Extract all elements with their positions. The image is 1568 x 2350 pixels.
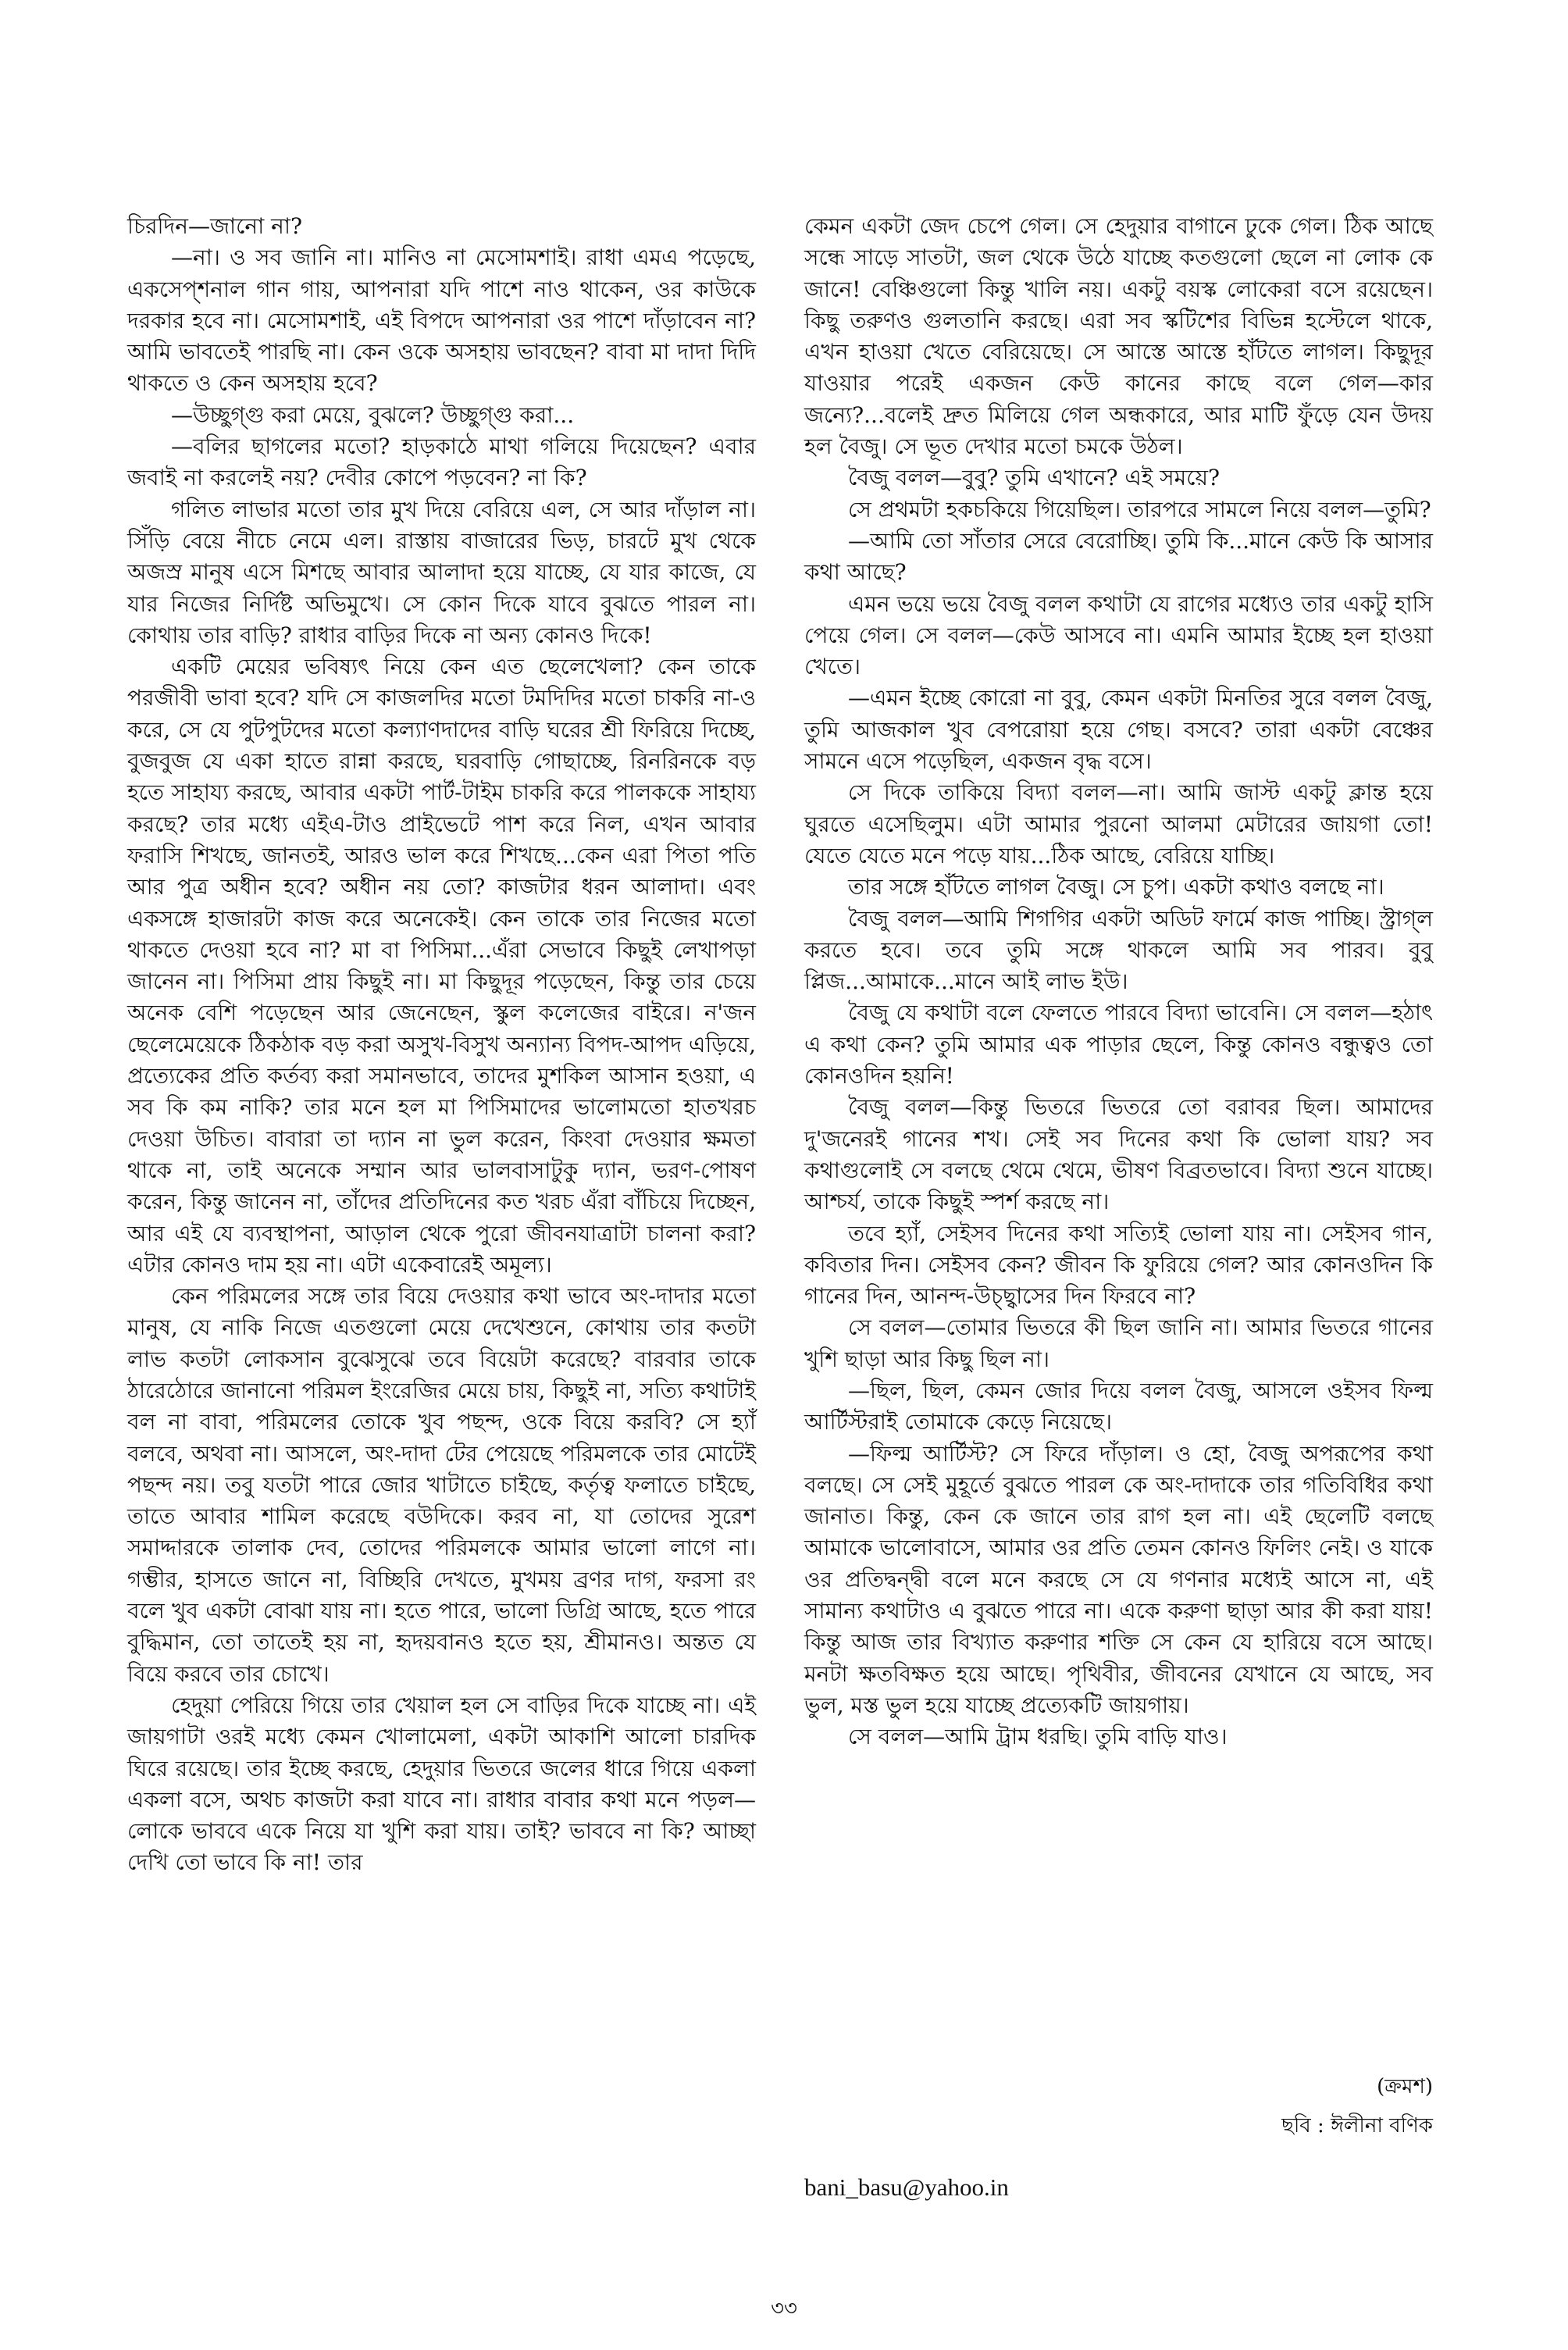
paragraph: —না। ও সব জানি না। মানিও না মেসোমশাই। রাধা এমএ পড়েছে, একসেপ্‌শনাল গান গায়, আপনারা যদি পাশে নাও থাকেন, ওর কাউকে দরকার হবে না। মেসোমশাই, এই বিপদে আপনারা ওর পাশে দাঁড়াবেন না? আমি ভাবতেই পারছি না। কেন ওকে অসহায় ভাবছেন? বাবা মা দাদা দিদি থাকতে ও কেন অসহায় হবে?: [127, 244, 756, 397]
paragraph: তবে হ্যাঁ, সেইসব দিনের কথা সত্যিই ভোলা যায় না। সেইসব গান, কবিতার দিন। সেইসব কেন? জীবন কি ফুরিয়ে গেল? আর কোনওদিন কি গানের দিন, আনন্দ-উচ্ছ্বাসের দিন ফিরবে না?: [804, 1220, 1433, 1310]
paragraph: —এমন ইচ্ছে কোরো না বুবু, কেমন একটা মিনতির সুরে বলল বৈজু, তুমি আজকাল খুব বেপরোয়া হয়ে গেছ। বসবে? তারা একটা বেঞ্চের সামনে এসে পড়েছিল, একজন বৃদ্ধ বসে।: [804, 685, 1433, 775]
paragraph: গলিত লাভার মতো তার মুখ দিয়ে বেরিয়ে এল, সে আর দাঁড়াল না। সিঁড়ি বেয়ে নীচে নেমে এল। রাস্তায় বাজারের ভিড়, চারটে মুখ থেকে অজস্র মানুষ এসে মিশছে আবার আলাদা হয়ে যাচ্ছে, যে যার কাজে, যে যার নিজের নির্দিষ্ট অভিমুখে। সে কোন দিকে যাবে বুঝতে পারল না। কোথায় তার বাড়ি? রাধার বাড়ির দিকে না অন্য কোনও দিকে!: [127, 496, 756, 648]
paragraph: এমন ভয়ে ভয়ে বৈজু বলল কথাটা যে রাগের মধ্যেও তার একটু হাসি পেয়ে গেল। সে বলল—কেউ আসবে না। এমনি আমার ইচ্ছে হল হাওয়া খেতে।: [804, 590, 1433, 680]
artist-credit: ছবি : ঈলীনা বণিক: [1281, 2114, 1433, 2138]
left-text-column: [127, 211, 756, 1879]
paragraph: একটি মেয়ের ভবিষ্যৎ নিয়ে কেন এত ছেলেখেলা? কেন তাকে পরজীবী ভাবা হবে? যদি সে কাজলদির মতো টমদিদির মতো চাকরি না-ও করে, সে যে পুটপুটদের মতো কল্যাণদাদের বাড়ি ঘরের শ্রী ফিরিয়ে দিচ্ছে, বুজবুজ যে একা হাতে রান্না করছে, ঘরবাড়ি গোছাচ্ছে, রিনরিনকে বড় হতে সাহায্য করছে, আবার একটা পার্ট-টাইম চাকরি করে পালককে সাহায্য করছে? তার মধ্যে এইএ-টাও প্রাইভেটে পাশ করে নিল, এখন আবার ফরাসি শিখছে, জানতই, আরও ভাল করে শিখছে...কেন এরা পিতা পতি আর পুত্র অধীন হবে? অধীন নয় তো? কাজটার ধরন আলাদা। এবং একসঙ্গে হাজারটা কাজ করে অনেকেই। কেন তাকে তার নিজের মতো থাকতে দেওয়া হবে না? মা বা পিসিমা...এঁরা সেভাবে কিছুই লেখাপড়া জানেন না। পিসিমা প্রায় কিছুই না। মা কিছুদূর পড়েছেন, কিন্তু তার চেয়ে অনেক বেশি পড়েছেন আর জেনেছেন, স্কুল কলেজের বাইরে। ন'জন ছেলেমেয়েকে ঠিকঠাক বড় করা অসুখ-বিসুখ অন্যান্য বিপদ-আপদ এড়িয়ে, প্রত্যেকের প্রতি কর্তব্য করা সমানভাবে, তাদের মুশকিল আসান হওয়া, এ সব কি কম নাকি? তার মনে হল মা পিসিমাদের ভালোমতো হাতখরচ দেওয়া উচিত। বাবারা তা দ্যান না ভুল করেন, কিংবা দেওয়ার ক্ষমতা থাকে না, তাই অনেকে সম্মান আর ভালবাসাটুকু দ্যান, ভরণ-পোষণ করেন, কিন্তু জানেন না, তাঁদের প্রতিদিনের কত খরচ এঁরা বাঁচিয়ে দিচ্ছেন, আর এই যে ব্যবস্থাপনা, আড়াল থেকে পুরো জীবনযাত্রাটা চালনা করা? এটার কোনও দাম হয় না। এটা একেবারেই অমূল্য।: [127, 654, 756, 1278]
continued-label: (ক্রমশ): [1377, 2075, 1433, 2099]
paragraph: —বলির ছাগলের মতো? হাড়কাঠে মাথা গলিয়ে দিয়েছেন? এবার জবাই না করলেই নয়? দেবীর কোপে পড়বেন? না কি?: [127, 433, 756, 491]
paragraph: হেদুয়া পেরিয়ে গিয়ে তার খেয়াল হল সে বাড়ির দিকে যাচ্ছে না। এই জায়গাটা ওরই মধ্যে কেমন খোলামেলা, একটা আকাশি আলো চারদিক ঘিরে রয়েছে। তার ইচ্ছে করছে, হেদুয়ার ভিতরে জলের ধারে গিয়ে একলা একলা বসে, অথচ কাজটা করা যাবে না। রাধার বাবার কথা মনে পড়ল—লোকে ভাববে একে নিয়ে যা খুশি করা যায়। তাই? ভাববে না কি? আচ্ছা দেখি তো ভাবে কি না! তার: [127, 1692, 756, 1876]
paragraph: সে বলল—আমি ট্রাম ধরছি। তুমি বাড়ি যাও।: [848, 1724, 1228, 1750]
author-email: bani_basu@yahoo.in: [804, 2173, 1009, 2201]
paragraph: তার সঙ্গে হাঁটতে লাগল বৈজু। সে চুপ। একটা কথাও বলছে না।: [848, 874, 1384, 900]
paragraph: কেমন একটা জেদ চেপে গেল। সে হেদুয়ার বাগানে ঢুকে গেল। ঠিক আছে সন্ধে সাড়ে সাতটা, জল থেকে উঠে যাচ্ছে কতগুলো ছেলে না লোক কে জানে! বেঞ্চিগুলো কিন্তু খালি নয়। একটু বয়স্ক লোকেরা বসে রয়েছেন। কিছু তরুণও গুলতানি করছে। এরা সব স্কটিশের বিভিন্ন হস্টেলে থাকে, এখন হাওয়া খেতে বেরিয়েছে। সে আস্তে আস্তে হাঁটতে লাগল। কিছুদূর যাওয়ার পরেই একজন কেউ কানের কাছে বলে গেল—কার জন্যে?...বলেই দ্রুত মিলিয়ে গেল অন্ধকারে, আর মাটি ফুঁড়ে যেন উদয় হল বৈজু। সে ভূত দেখার মতো চমকে উঠল।: [804, 213, 1433, 460]
paragraph: সে দিকে তাকিয়ে বিদ্যা বলল—না। আমি জাস্ট একটু ক্লান্ত হয়ে ঘুরতে এসেছিলুম। এটা আমার পুরনো আলমা মেটারের জায়গা তো! যেতে যেতে মনে পড়ে যায়...ঠিক আছে, বেরিয়ে যাচ্ছি।: [804, 779, 1433, 868]
paragraph: সে বলল—তোমার ভিতরে কী ছিল জানি না। আমার ভিতরে গানের খুশি ছাড়া আর কিছু ছিল না।: [804, 1314, 1433, 1372]
paragraph: চিরদিন—জানো না?: [127, 213, 302, 239]
paragraph: —আমি তো সাঁতার সেরে বেরোচ্ছি। তুমি কি...মানে কেউ কি আসার কথা আছে?: [804, 527, 1433, 586]
story-credits: [804, 2070, 1433, 2202]
page-number: ৩৩: [771, 2297, 797, 2320]
paragraph: বৈজু যে কথাটা বলে ফেলতে পারবে বিদ্যা ভাবেনি। সে বলল—হঠাৎ এ কথা কেন? তুমি আমার এক পাড়ার ছেলে, কিন্তু কোনও বন্ধুত্বও তো কোনওদিন হয়নি!: [804, 1000, 1433, 1089]
paragraph: বৈজু বলল—আমি শিগগির একটা অডিট ফার্মে কাজ পাচ্ছি। স্ট্রাগ্‌ল করতে হবে। তবে তুমি সঙ্গে থাকলে আমি সব পারব। বুবু প্লিজ...আমাকে...মানে আই লাভ ইউ।: [804, 905, 1433, 995]
paragraph: বৈজু বলল—কিন্তু ভিতরে ভিতরে তো বরাবর ছিল। আমাদের দু'জনেরই গানের শখ। সেই সব দিনের কথা কি ভোলা যায়? সব কথাগুলোই সে বলছে থেমে থেমে, ভীষণ বিব্রতভাবে। বিদ্যা শুনে যাচ্ছে। আশ্চর্য, তাকে কিছুই স্পর্শ করছে না।: [804, 1094, 1433, 1215]
paragraph: বৈজু বলল—বুবু? তুমি এখানে? এই সময়ে?: [848, 465, 1220, 491]
paragraph: —ছিল, ছিল, কেমন জোর দিয়ে বলল বৈজু, আসলে ওইসব ফিল্ম আর্টিস্টরাই তোমাকে কেড়ে নিয়েছে।: [804, 1377, 1433, 1435]
right-text-column: [804, 211, 1433, 1753]
paragraph: —ফিল্ম আর্টিস্ট? সে ফিরে দাঁড়াল। ও হো, বৈজু অপরূপের কথা বলছে। সে সেই মুহূর্তে বুঝতে পারল কে অং-দাদাকে তার গতিবিধির কথা জানাত। কিন্তু, কেন কে জানে তার রাগ হল না। এই ছেলেটি বলছে আমাকে ভালোবাসে, আমার ওর প্রতি তেমন কোনও ফিলিং নেই। ও যাকে ওর প্রতিদ্বন্দ্বী বলে মনে করছে সে যে গণনার মধ্যেই আসে না, এই সামান্য কথাটাও এ বুঝতে পারে না। একে করুণা ছাড়া আর কী করা যায়! কিন্তু আজ তার বিখ্যাত করুণার শক্তি সে কেন যে হারিয়ে বসে আছে। মনটা ক্ষতবিক্ষত হয়ে আছে। পৃথিবীর, জীবনের যেখানে যে আছে, সব ভুল, মস্ত ভুল হয়ে যাচ্ছে প্রত্যেকটি জায়গায়।: [804, 1440, 1433, 1718]
paragraph: —উচ্ছুগ্‌গু করা মেয়ে, বুঝলে? উচ্ছুগ্‌গু করা...: [171, 401, 575, 428]
paragraph: সে প্রথমটা হকচকিয়ে গিয়েছিল। তারপরে সামলে নিয়ে বলল—তুমি?: [848, 496, 1431, 522]
paragraph: কেন পরিমলের সঙ্গে তার বিয়ে দেওয়ার কথা ভাবে অং-দাদার মতো মানুষ, যে নাকি নিজে এতগুলো মেয়ে দেখেশুনে, কোথায় তার কতটা লাভ কতটা লোকসান বুঝেসুঝে তবে বিয়েটা করেছে? বারবার তাকে ঠারেঠোরে জানানো পরিমল ইংরেজির মেয়ে চায়, কিছুই না, সত্যি কথাটাই বল না বাবা, পরিমলের তোকে খুব পছন্দ, ওকে বিয়ে করবি? সে হ্যাঁ বলবে, অথবা না। আসলে, অং-দাদা টের পেয়েছে পরিমলকে তার মোটেই পছন্দ নয়। তবু যতটা পারে জোর খাটাতে চাইছে, কর্তৃত্ব ফলাতে চাইছে, তাতে আবার শামিল করেছে বউদিকে। করব না, যা তোদের সুরেশ সমাদ্দারকে তালাক দেব, তোদের পরিমলকে আমার ভালো লাগে না। গম্ভীর, হাসতে জানে না, বিচ্ছিরি দেখতে, মুখময় ব্রণর দাগ, ফরসা রং বলে খুব একটা বোঝা যায় না। হতে পারে, ভালো ডিগ্রি আছে, হতে পারে বুদ্ধিমান, তো তাতেই হয় না, হৃদয়বানও হতে হয়, শ্রীমানও। অন্তত যে বিয়ে করবে তার চোখে।: [127, 1283, 756, 1687]
